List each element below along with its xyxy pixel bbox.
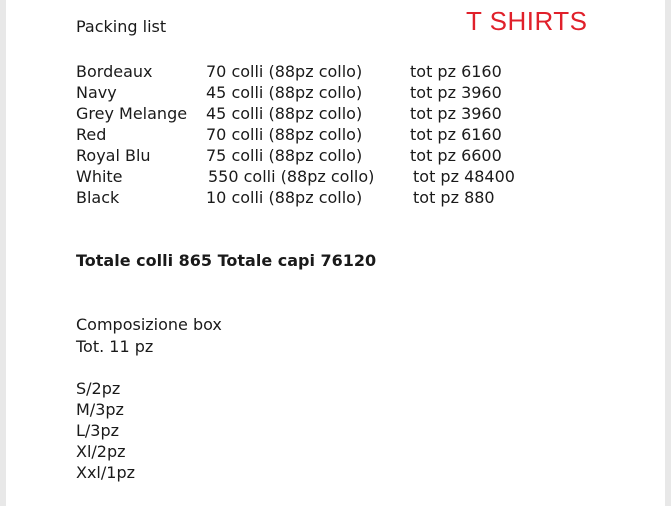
total-pieces: tot pz 3960 xyxy=(410,104,502,123)
size-item: M/3pz xyxy=(76,400,124,419)
packing-row xyxy=(76,62,636,83)
colli-count: 10 colli (88pz collo) xyxy=(206,188,363,207)
color-name: Grey Melange xyxy=(76,104,188,123)
size-item: Xxl/1pz xyxy=(76,463,135,482)
packing-row xyxy=(76,125,636,146)
total-pieces: tot pz 6600 xyxy=(410,146,502,165)
colli-count: 75 colli (88pz collo) xyxy=(206,146,363,165)
color-name: Royal Blu xyxy=(76,146,151,165)
total-pieces: tot pz 880 xyxy=(413,188,495,207)
colli-count: 70 colli (88pz collo) xyxy=(206,125,363,144)
totals-line: Totale colli 865 Totale capi 76120 xyxy=(76,251,377,270)
size-item: L/3pz xyxy=(76,421,120,440)
colli-count: 70 colli (88pz collo) xyxy=(206,62,363,81)
color-name: Navy xyxy=(76,83,117,102)
colli-count: 45 colli (88pz collo) xyxy=(206,83,363,102)
page-title: Packing list xyxy=(76,17,167,36)
color-name: Red xyxy=(76,125,107,144)
size-item: S/2pz xyxy=(76,379,121,398)
total-pieces: tot pz 48400 xyxy=(413,167,515,186)
brand-label: T SHIRTS xyxy=(466,6,588,36)
colli-count: 45 colli (88pz collo) xyxy=(206,104,363,123)
color-name: Bordeaux xyxy=(76,62,153,81)
packing-row xyxy=(76,167,636,188)
packing-row xyxy=(76,83,636,104)
total-pieces: tot pz 3960 xyxy=(410,83,502,102)
box-total: Tot. 11 pz xyxy=(76,337,154,356)
packing-row xyxy=(76,104,636,125)
total-pieces: tot pz 6160 xyxy=(410,62,502,81)
color-name: White xyxy=(76,167,123,186)
document-page xyxy=(6,0,665,506)
colli-count: 550 colli (88pz collo) xyxy=(208,167,375,186)
color-name: Black xyxy=(76,188,120,207)
packing-row xyxy=(76,188,636,209)
size-item: Xl/2pz xyxy=(76,442,126,461)
total-pieces: tot pz 6160 xyxy=(410,125,502,144)
box-heading: Composizione box xyxy=(76,315,222,334)
packing-row xyxy=(76,146,636,167)
